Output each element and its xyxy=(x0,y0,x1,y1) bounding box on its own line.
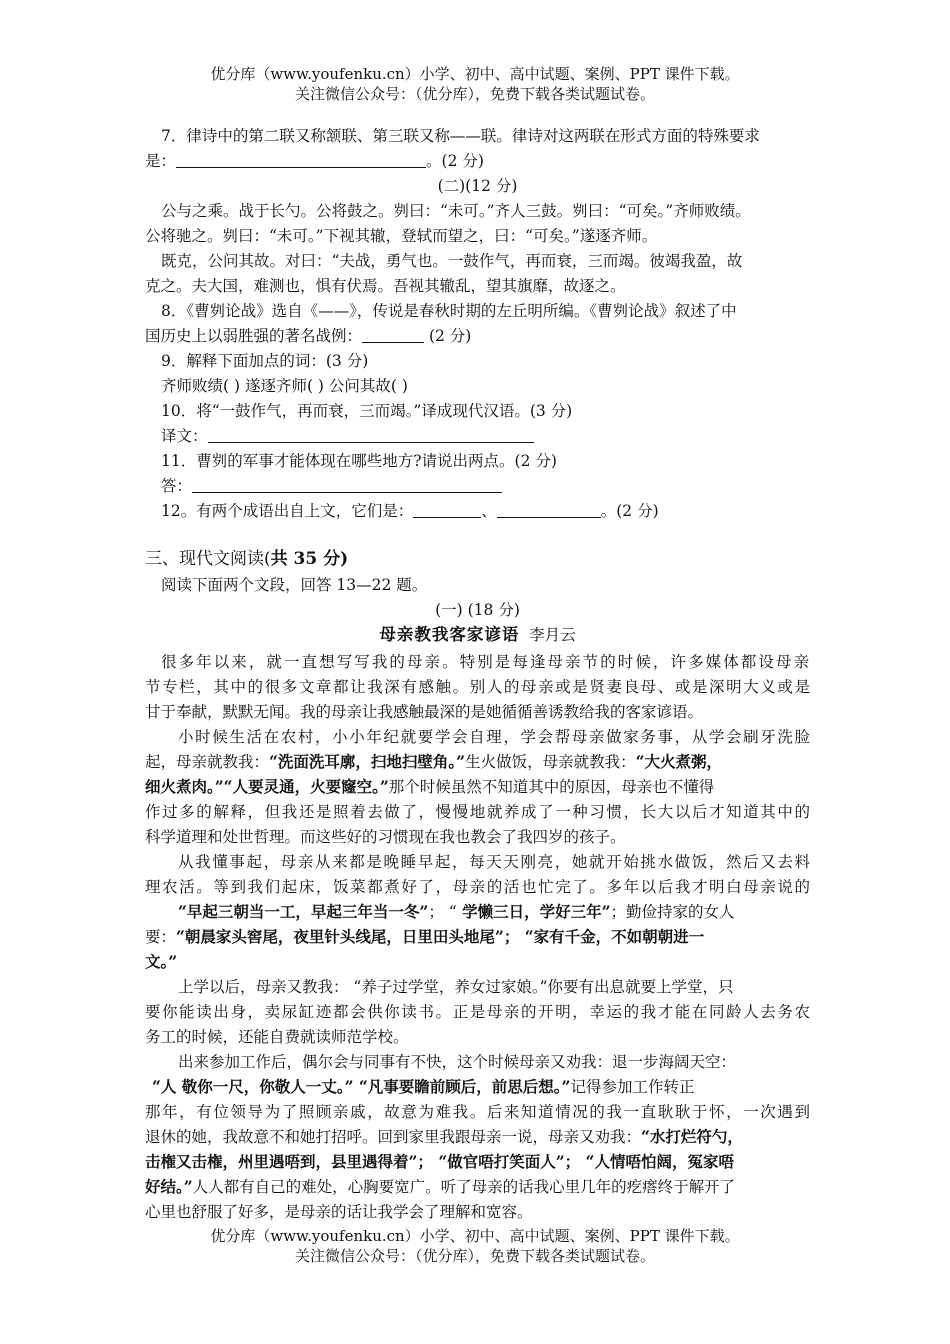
article-line-18: “人 敬你一尺，你敬人一丈。” “凡事要瞻前顾后，前思后想。”记得参加工作转正 xyxy=(152,1077,695,1096)
header-line-2: 关注微信公众号：（优分库），免费下载各类试题试卷。 xyxy=(294,85,655,103)
classical-text-line-3: 既克，公问其故。对曰：“夫战，勇气也。一鼓作气，再而衰，三而竭。彼竭我盈，故 xyxy=(161,252,743,270)
footer-line-2: 关注微信公众号：（优分库），免费下载各类试题试卷。 xyxy=(294,1247,655,1265)
page-footer xyxy=(0,1226,950,1266)
part3-title: 三、现代文阅读(共 35 分) xyxy=(145,549,349,569)
article-line-20: 退休的她，我故意不和她打招呼。回到家里我跟母亲一说，母亲又劝我：“水打烂符勺， xyxy=(145,1127,743,1146)
q9-line-1: 9．解释下面加点的词：(3 分) xyxy=(161,352,369,370)
article-line-13: 文。” xyxy=(145,952,178,971)
page-header xyxy=(0,64,950,104)
article-line-9: 从我懂事起，母亲从来都是晚睡早起，每天天刚亮，她就开始挑水做饭，然后又去料 xyxy=(178,853,810,871)
article-line-7: 作过多的解释，但我还是照着去做了，慢慢地就养成了一种习惯，长大以后才知道其中的 xyxy=(145,803,810,821)
q11-line-1: 11．曹刿的军事才能体现在哪些地方?请说出两点。(2 分) xyxy=(161,452,557,470)
answer-blank[interactable] xyxy=(192,476,502,493)
article-line-8: 科学道理和处世哲理。而这些好的习惯现在我也教会了我四岁的孩子。 xyxy=(145,828,626,846)
footer-line-1: 优分库（www.youfenku.cn）小学、初中、高中试题、案例、PPT 课件下载。 xyxy=(210,1227,740,1245)
q10-line-2: 译文： xyxy=(161,424,826,448)
article-line-3: 甘于奉献，默默无闻。我的母亲让我感触最深的是她循循善诱教给我的客家谚语。 xyxy=(145,703,704,721)
answer-blank[interactable] xyxy=(497,501,601,518)
article-line-21: 击権又击権，州里遇唔到，县里遇得着”； “做官唔打笑面人”； “人情唔怕阔，冤家唔 xyxy=(145,1152,734,1171)
answer-blank[interactable] xyxy=(208,426,534,443)
q8-line-2: 国历史上以弱胜强的著名战例： (2 分) xyxy=(145,327,472,345)
q9-line-2: 齐师败绩( ) 遂逐齐师( ) 公问其故( ) xyxy=(161,377,408,395)
article-line-14: 上学以后，母亲又教我： “养子过学堂，养女过家娘。”你要有出息就要上学堂，只 xyxy=(178,978,734,996)
article-line-1: 很多年以来，就一直想写写我的母亲。特别是每逢母亲节的时候，许多媒体都设母亲 xyxy=(161,653,809,671)
article-line-12: 要：“朝晨家头窖尾，夜里针头线尾，日里田头地尾”； “家有千金，不如朝朝进一 xyxy=(145,927,705,946)
article-line-4: 小时候生活在农村，小小年纪就要学会自理，学会帮母亲做家务事，从学会刷牙洗脸 xyxy=(178,728,810,746)
article-line-22: 好结。”人人都有自己的难处，心胸要宽广。听了母亲的话我心里几年的疙瘩终于解开了 xyxy=(145,1177,736,1196)
q7-line-2: 是： 。(2 分) xyxy=(145,152,484,170)
article-line-5: 起，母亲就教我：“洗面洗耳廓，扫地扫壁角。”生火做饭，母亲就教我：“大火煮粥， xyxy=(145,752,723,771)
header-line-1: 优分库（www.youfenku.cn）小学、初中、高中试题、案例、PPT 课件下载。 xyxy=(210,65,740,83)
article-line-16: 务工的时候，还能自费就读师范学校。 xyxy=(145,1028,409,1046)
q10-line-1: 10．将“一鼓作气，再而衰，三而竭。”译成现代汉语。(3 分) xyxy=(161,402,573,420)
q11-line-2: 答： xyxy=(161,474,826,498)
article-line-11: “早起三朝当一工，早起三年当一冬”； “ 学懒三日，学好三年”；勤俭持家的女人 xyxy=(178,902,735,921)
q12-line: 12。有两个成语出自上文，它们是： 、 。(2 分) xyxy=(161,502,659,520)
q7-line-1: 7．律诗中的第二联又称颔联、第三联又称——联。律诗对这两联在形式方面的特殊要求 xyxy=(161,127,760,145)
article-line-17: 出来参加工作后，偶尔会与同事有不快，这个时候母亲又劝我：退一步海阔天空： xyxy=(178,1053,737,1071)
classical-text-line-1: 公与之乘。战于长勺。公将鼓之。刿曰：“未可。”齐人三鼓。刿曰：“可矣。”齐师败绩。 xyxy=(161,202,751,220)
answer-blank[interactable] xyxy=(413,501,481,518)
part3-instruction: 阅读下面两个文段，回答 13—22 题。 xyxy=(161,576,428,594)
article-line-15: 要你能读出身，卖尿缸迹都会供你读书。正是母亲的开明，幸运的我才能在同龄人去务农 xyxy=(145,1003,810,1021)
article-line-23: 心里也舒服了好多，是母亲的话让我学会了理解和宽容。 xyxy=(145,1203,533,1221)
answer-blank[interactable] xyxy=(176,151,426,168)
article-line-2: 节专栏，其中的很多文章都让我深有感触。别人的母亲或是贤妻良母、或是深明大义或是 xyxy=(145,678,810,696)
classical-text-line-2: 公将驰之。刿曰：“未可。”下视其辙，登轼而望之，曰：“可矣。”遂逐齐师。 xyxy=(145,227,658,245)
classical-text-line-4: 克之。夫大国，难测也，惧有伏焉。吾视其辙乱，望其旗靡，故逐之。 xyxy=(145,277,626,295)
part2-heading: (二)(12 分) xyxy=(437,177,518,195)
part3-subheading: (一) (18 分) xyxy=(435,601,520,619)
article-title: 母亲教我客家谚语 李月云 xyxy=(379,625,576,644)
article-line-6: 细火煮肉。”“人要灵通，火要窿空。”那个时候虽然不知道其中的原因，母亲也不懂得 xyxy=(145,777,715,796)
q8-line-1: 8．《曹刿论战》选自《——》，传说是春秋时期的左丘明所编。《曹刿论战》叙述了中 xyxy=(161,302,737,320)
article-line-19: 那年，有位领导为了照顾亲戚，故意为难我。后来知道情况的我一直耿耿于怀，一次遇到 xyxy=(145,1103,810,1121)
article-line-10: 理农活。等到我们起床，饭菜都煮好了，母亲的活也忙完了。多年以后我才明白母亲说的 xyxy=(145,878,810,896)
answer-blank[interactable] xyxy=(362,326,424,343)
